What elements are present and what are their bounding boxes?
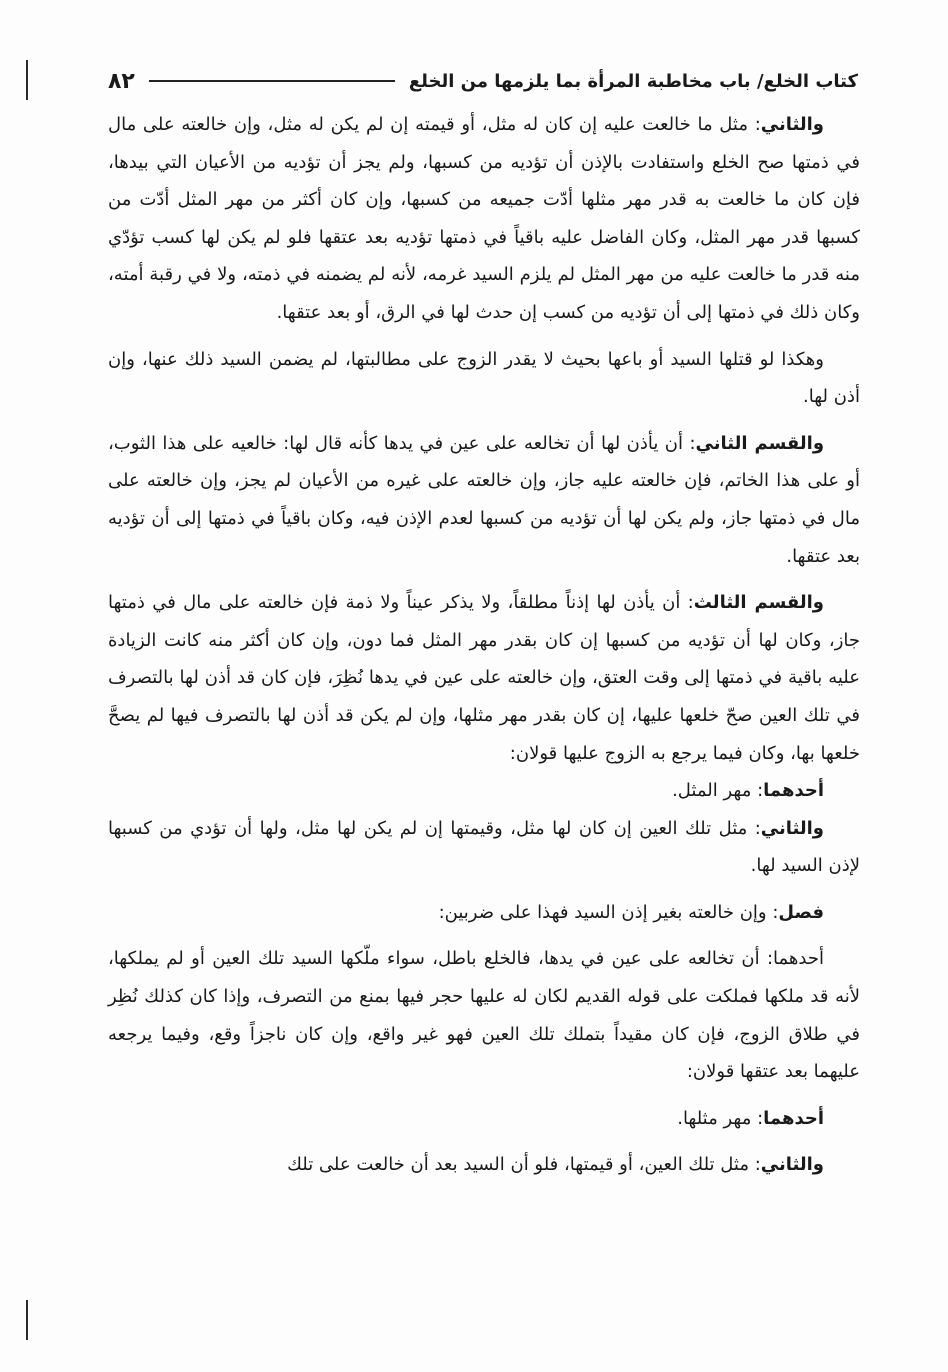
- scan-margin-line-top: [26, 60, 28, 100]
- paragraph: [108, 810, 860, 885]
- paragraph-text: : أن يأذن لها أن تخالعه على عين في يدها كأنه قال لها: خالعيه على هذا الثوب، أو على هذا الخاتم، فإن خالعته عليه جاز، وإن خالعته على غيره من الأعيان لم يجز، وإن خالعته على مال في ذمتها جاز، ولم يكن لها أن تؤديه من كسبها لعدم الإذن فيه، وكان باقياً في ذمتها إلى أن تؤديه بعد عتقها.: [108, 432, 860, 567]
- paragraph: [108, 1100, 860, 1138]
- paragraph-text: وهكذا لو قتلها السيد أو باعها بحيث لا يقدر الزوج على مطالبتها، لم يضمن السيد ذلك عنها، وإن أذن لها.: [108, 348, 860, 408]
- paragraph-lead: أحدهما: [763, 1107, 824, 1129]
- paragraph-text: : مثل ما خالعت عليه إن كان له مثل، أو قيمته إن لم يكن له مثل، وإن خالعته على مال في ذمتها صح الخلع واستفادت بالإذن أن تؤديه من كسبها، ولم يجز أن تؤديه من الأعيان التي بيدها، فإن كان ما خالعت به قدر مهر مثلها أدّت جميعه من كسبها، وإن كان أكثر من مهر المثل أدّت من كسبها قدر مهر المثل، وكان الفاضل عليه باقياً في ذمتها تؤديه بعد عتقها فلو لم يكن لها كسب تؤدّي منه قدر ما خالعت عليه من مهر المثل لم يلزم السيد غرمه، لأنه لم يضمنه في ذمته، ولا في رقبة أمته، وكان ذلك في ذمتها إلى أن تؤديه من كسب إن حدث لها في الرق، أو بعد عتقها.: [108, 114, 860, 323]
- page-header: [108, 64, 858, 98]
- paragraph-text: : مهر مثلها.: [677, 1107, 764, 1129]
- paragraph: [108, 584, 860, 772]
- paragraph-text: : مهر المثل.: [672, 780, 764, 802]
- paragraph: [108, 894, 860, 932]
- paragraph-lead: والثاني: [760, 1154, 824, 1176]
- paragraph-lead: والقسم الثاني: [695, 432, 825, 454]
- paragraph: [108, 1146, 860, 1184]
- paragraph-text: : مثل تلك العين إن كان لها مثل، وقيمتها إن لم يكن لها مثل، ولها أن تؤدي من كسبها لإذن السيد لها.: [108, 817, 860, 877]
- paragraph-text: : مثل تلك العين، أو قيمتها، فلو أن السيد بعد أن خالعت على تلك: [287, 1154, 761, 1176]
- header-rule: [149, 80, 395, 82]
- paragraph-text: : وإن خالعته بغير إذن السيد فهذا على ضربين:: [438, 901, 779, 923]
- paragraph-text: أحدهما: أن تخالعه على عين في يدها، فالخلع باطل، سواء ملّكها السيد تلك العين أو لم يملكها، لأنه قد ملكها فملكت على قوله القديم لكان له عليها حجر فيها بمنع من التصرف، وإذا كان كذلك نُظِر في طلاق الزوج، فإن كان مقيداً بتملك تلك العين فهو غير واقع، وإن كان ناجزاً وقع، وفيما يرجعه عليهما بعد عتقها قولان:: [108, 948, 860, 1083]
- paragraph: [108, 940, 860, 1090]
- paragraph: [108, 106, 860, 332]
- page-number: ٨٢: [108, 68, 135, 94]
- paragraph-lead: والثاني: [760, 817, 824, 839]
- paragraph: [108, 425, 860, 575]
- running-title: كتاب الخلع/ باب مخاطبة المرأة بما يلزمها من الخلع: [408, 70, 858, 92]
- paragraph-text: : أن يأذن لها إذناً مطلقاً، ولا يذكر عيناً ولا ذمة فإن خالعته على مال في ذمتها جاز، وكان لها أن تؤديه من كسبها إن كان بقدر مهر المثل فما دون، وإن كان أكثر منه كانت الزيادة عليه باقية في ذمتها إلى وقت العتق، وإن خالعته على عين في يدها نُظِرَ، فإن كان قد أذن لها بالتصرف في تلك العين صحّ خلعها عليها، إن كان بقدر مهر مثلها، وإن لم يكن قد أذن لها بالتصرف فيها لم يصحَّ خلعها بها، وكان فيما يرجع به الزوج عليها قولان:: [108, 592, 860, 764]
- body-text: [108, 106, 860, 1193]
- paragraph-lead: والقسم الثالث: [693, 592, 824, 614]
- paragraph: [108, 341, 860, 416]
- paragraph-lead: والثاني: [760, 114, 824, 135]
- scan-margin-line-bottom: [26, 1300, 28, 1340]
- paragraph-lead: أحدهما: [763, 780, 824, 802]
- paragraph-lead: فصل: [778, 901, 824, 923]
- paragraph: [108, 772, 860, 810]
